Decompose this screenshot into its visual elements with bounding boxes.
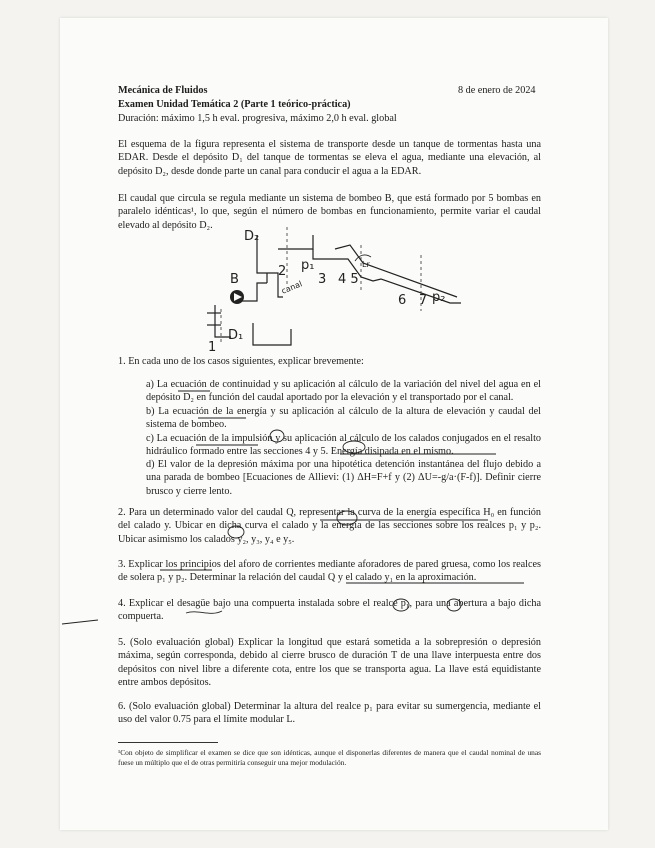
label-1: 1 (208, 340, 217, 355)
exam-date: 8 de enero de 2024 (458, 85, 536, 96)
circle-a (447, 599, 461, 611)
question-1-intro: 1. En cada uno de los casos siguientes, explicar brevemente: (118, 356, 364, 367)
margin-dash (62, 620, 98, 624)
label-p2: p₂ (432, 290, 446, 305)
footnote: ¹Con objeto de simplificar el examen se dice que son idénticas, aunque el disponerlas diferentes de manera que el caudal nominal de unas fuese un múltiplo que el de otras permitiría conseguir una mejor modulación. (118, 748, 541, 767)
footnote-rule (118, 742, 218, 743)
label-7: 7 (419, 293, 428, 308)
label-b: B (230, 272, 239, 287)
circle-p1 (393, 599, 409, 611)
circle-y (228, 526, 244, 538)
label-lr: Lr (362, 260, 370, 269)
circle-4y5 (343, 441, 365, 453)
exam-title: Examen Unidad Temática 2 (Parte 1 teórico-práctica) (118, 99, 351, 110)
label-2: 2 (278, 264, 287, 279)
question-1d: d) El valor de la depresión máxima por una hipotética detención instantánea del flujo debido a una parada de bombeo [Ecuaciones de Allievi: (1) ΔH=F+f y (2) ΔU=-g/a·(F-f)]. Definir cierre brusco y cierre lento. (146, 459, 541, 497)
squiggle-desague (186, 611, 222, 613)
label-6: 6 (398, 293, 407, 308)
label-d1: D₁ (228, 328, 244, 343)
course-title: Mecánica de Fluidos (118, 85, 208, 96)
circle-a-mark (270, 430, 284, 442)
label-canal: canal (280, 279, 304, 296)
label-3: 3 (318, 272, 327, 287)
question-1c: c) La ecuación de la impulsión y su aplicación al cálculo de los calados conjugados en el resalto hidráulico formado entre las secciones 4 y 5. Energía disipada en el mismo. (146, 433, 541, 458)
question-1a: a) La ecuación de continuidad y su aplicación al cálculo de la variación del nivel del agua en el depósito D₂ en función del caudal aportado por la elevación y el transportado por el canal. (146, 379, 541, 404)
question-4: 4. Explicar el desagüe bajo una compuerta instalada sobre el realce p₁, para una abertura a bajo dicha compuerta. (118, 598, 541, 623)
label-p1: p₁ (301, 258, 315, 273)
label-4-5: 4 5 (338, 272, 359, 287)
label-d2: D₂ (244, 229, 260, 244)
question-2: 2. Para un determinado valor del caudal Q, representar la curva de la energía específica H₀ en función del calado y. Ubicar en dicha curva el calado y la energía de las secciones sobre los realces p₁ y p₂. Ubicar asimismo los calados y₂, y₃, y₄ e y₅. (118, 507, 541, 545)
question-1b: b) La ecuación de la energía y su aplicación al cálculo de la altura de elevación y caudal del sistema de bombeo. (146, 406, 541, 431)
circle-h0 (337, 511, 357, 525)
intro-paragraph-2: El caudal que circula se regula mediante un sistema de bombeo B, que está formado por 5 bombas en paralelo idénticas¹, lo que, según el número de bombas en funcionamiento, permite variar el caudal elevado al depósito D₂. (118, 193, 541, 231)
question-6: 6. (Solo evaluación global) Determinar la altura del realce p₁ para evitar su sumergencia, mediante el uso del valor 0.75 para el límite modular L. (118, 701, 541, 726)
intro-paragraph-1: El esquema de la figura representa el sistema de transporte desde un tanque de tormentas hasta una EDAR. Desde el depósito D₁ del tanque de tormentas se eleva el agua, mediante una elevación, al depósito D₂, desde donde parte un canal para conducir el agua a la EDAR. (118, 139, 541, 177)
exam-duration: Duración: máximo 1,5 h eval. progresiva, máximo 2,0 h eval. global (118, 113, 397, 124)
question-5: 5. (Solo evaluación global) Explicar la longitud que estará sometida a la sobrepresión o depresión máxima, según corresponda, debido al cierre brusco de duración T de una llave interpuesta entre dos depósitos con nivel libre a diferente cota, entre los que se transporta agua. La llave está equidistante entre ambos depósitos. (118, 637, 541, 689)
question-3: 3. Explicar los principios del aforo de corrientes mediante aforadores de pared gruesa, como los realces de solera p₁ y p₂. Determinar la relación del caudal Q y el calado y₁ en la aproximación. (118, 559, 541, 584)
